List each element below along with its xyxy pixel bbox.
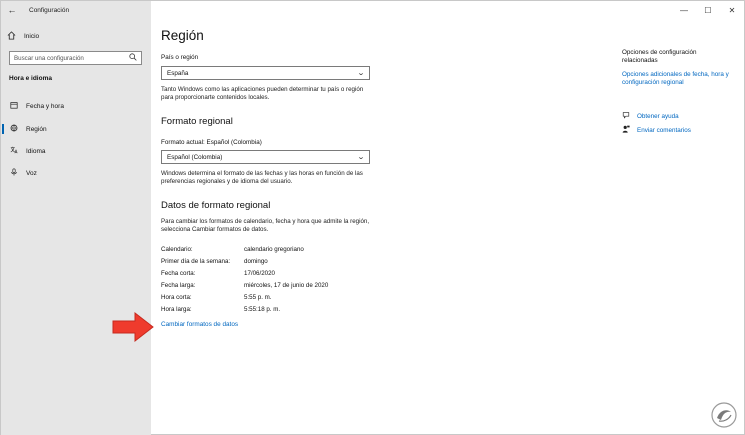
- format-description: Windows determina el formato de las fechas y las horas en función de las preferencias regionales y de idioma del usuario.: [161, 170, 363, 186]
- app-title: Configuración: [29, 6, 70, 14]
- country-description: Tanto Windows como las aplicaciones pueden determinar tu país o región para proporcionarte contenidos locales.: [161, 86, 364, 102]
- format-heading: Formato regional: [161, 116, 233, 127]
- send-feedback-label: Enviar comentarios: [637, 126, 691, 134]
- data-row-value: 17/06/2020: [244, 270, 275, 277]
- change-formats-link[interactable]: Cambiar formatos de datos: [161, 321, 239, 328]
- data-row-key: Fecha corta:: [161, 270, 196, 277]
- data-row-key: Hora corta:: [161, 294, 192, 301]
- sidebar-section-title: Hora e idioma: [9, 75, 52, 82]
- additional-date-time-link[interactable]: Opciones adicionales de fecha, hora y configuración regional: [622, 71, 729, 87]
- sidebar-item-fecha-y-hora[interactable]: [1, 98, 151, 114]
- data-row-key: Fecha larga:: [161, 282, 196, 289]
- main-content: [151, 1, 745, 435]
- data-row: [161, 258, 421, 265]
- chevron-down-icon: ⌄: [356, 70, 366, 77]
- data-row-key: Primer día de la semana:: [161, 258, 231, 265]
- format-value: Español (Colombia): [167, 153, 223, 161]
- minimize-icon[interactable]: —: [680, 5, 688, 15]
- sidebar-item-label: Voz: [26, 169, 37, 177]
- back-arrow-icon[interactable]: ←: [7, 5, 17, 15]
- sidebar-item-label: Región: [26, 125, 47, 133]
- active-indicator: [2, 146, 4, 156]
- country-dropdown[interactable]: [161, 66, 370, 80]
- data-row: [161, 306, 421, 313]
- language-icon: [9, 146, 19, 156]
- data-row-value: 5:55:18 p. m.: [244, 306, 281, 313]
- country-label: País o región: [161, 54, 199, 61]
- sidebar-item-voz[interactable]: [1, 165, 151, 181]
- search-input[interactable]: [9, 51, 142, 65]
- sidebar-item-home[interactable]: [7, 29, 39, 43]
- sidebar-item-region[interactable]: [1, 121, 151, 137]
- active-indicator: [2, 124, 4, 134]
- annotation-arrow-icon: [111, 311, 155, 343]
- chevron-down-icon: ⌄: [356, 154, 366, 161]
- data-row-value: calendario gregoriano: [244, 246, 304, 253]
- data-row-value: miércoles, 17 de junio de 2020: [244, 282, 329, 289]
- sidebar-item-label: Inicio: [24, 32, 40, 40]
- watermark-logo-icon: [710, 401, 738, 429]
- calendar-clock-icon: [9, 101, 19, 111]
- sidebar: [1, 1, 151, 435]
- data-description: Para cambiar los formatos de calendario, fecha y hora que admite la región, selecciona Cambiar formatos de datos.: [161, 218, 370, 234]
- globe-region-icon: [9, 124, 19, 134]
- microphone-icon: [9, 168, 19, 178]
- data-row-key: Calendario:: [161, 246, 193, 253]
- title-bar: [1, 1, 151, 19]
- active-indicator: [2, 168, 4, 178]
- data-row-value: domingo: [244, 258, 268, 265]
- close-icon[interactable]: ✕: [728, 5, 736, 15]
- format-label: Formato actual: Español (Colombia): [161, 139, 262, 146]
- help-chat-icon: [622, 111, 632, 121]
- sidebar-item-label: Idioma: [26, 147, 46, 155]
- maximize-icon[interactable]: ☐: [704, 5, 712, 15]
- related-settings-title: Opciones de configuración relacionadas: [622, 49, 697, 65]
- data-row: [161, 294, 421, 301]
- data-row: [161, 282, 421, 289]
- search-icon[interactable]: [129, 53, 137, 63]
- search-placeholder: Buscar una configuración: [14, 54, 84, 62]
- country-value: España: [167, 69, 189, 77]
- data-row-value: 5:55 p. m.: [244, 294, 272, 301]
- format-dropdown[interactable]: [161, 150, 370, 164]
- data-row: [161, 270, 421, 277]
- data-row: [161, 246, 421, 253]
- get-help-label: Obtener ayuda: [637, 112, 679, 120]
- active-indicator: [2, 101, 4, 111]
- sidebar-item-label: Fecha y hora: [26, 102, 64, 110]
- feedback-person-icon: [622, 125, 632, 135]
- data-heading: Datos de formato regional: [161, 200, 271, 211]
- home-icon: [7, 31, 17, 42]
- get-help-link[interactable]: [622, 111, 679, 121]
- data-row-key: Hora larga:: [161, 306, 192, 313]
- send-feedback-link[interactable]: [622, 125, 691, 135]
- sidebar-item-idioma[interactable]: [1, 143, 151, 159]
- page-title: Región: [161, 28, 204, 43]
